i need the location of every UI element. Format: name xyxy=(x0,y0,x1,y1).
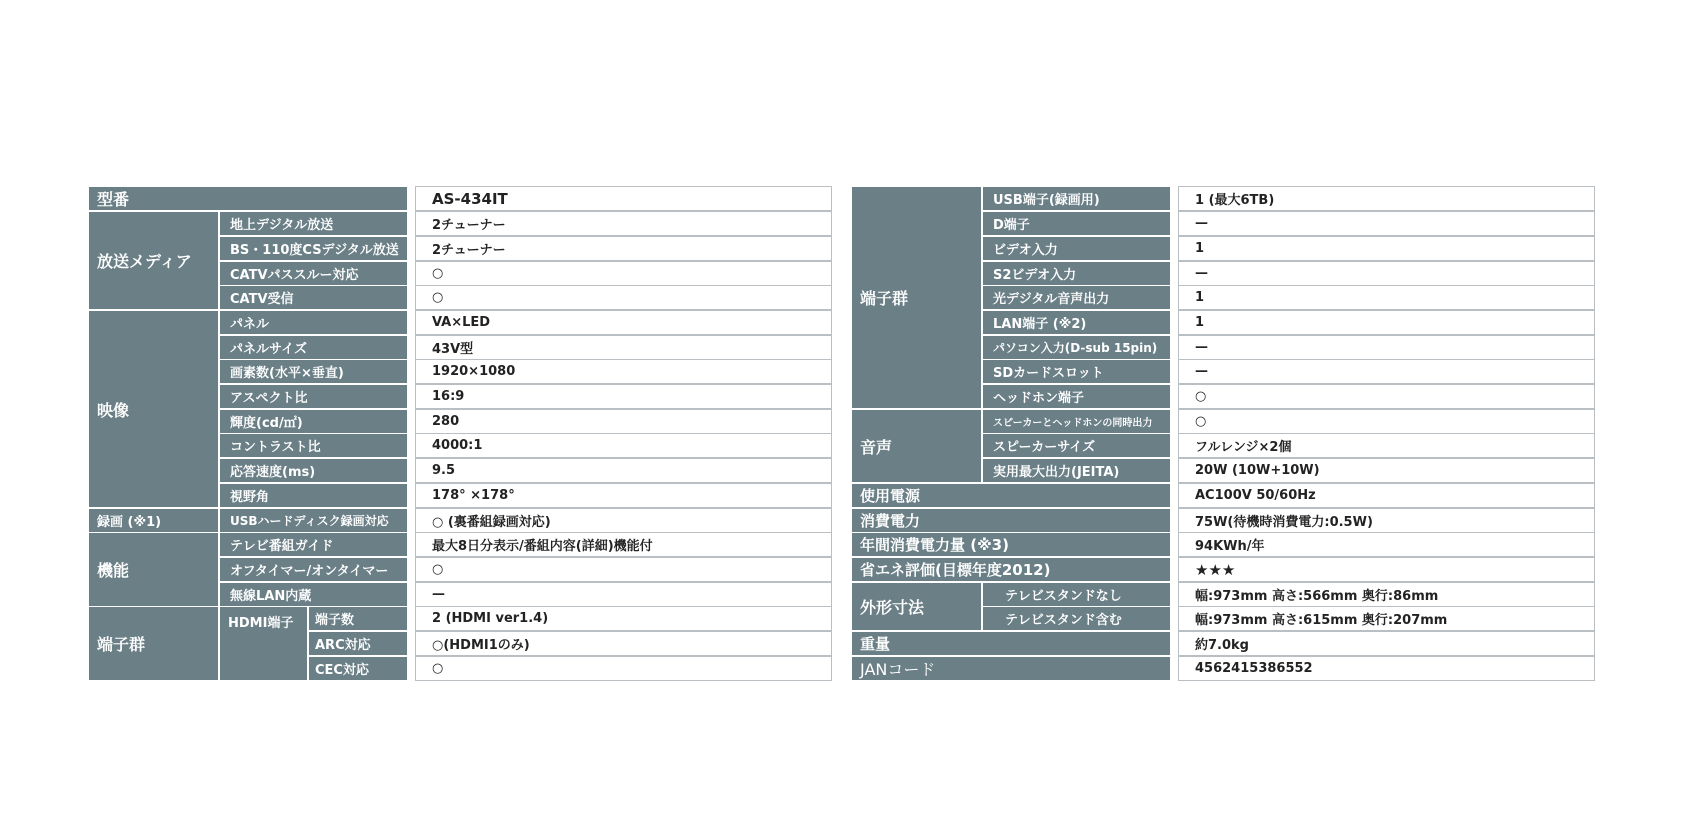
dimensions-row-value: 幅:973mm 高さ:615mm 奥行:207mm xyxy=(1178,606,1595,631)
terminal-row-label: 光デジタル音声出力 xyxy=(982,285,1171,310)
energy-rating-value: ★★★ xyxy=(1178,557,1595,582)
terminal-row-label: S2ビデオ入力 xyxy=(982,261,1171,286)
hdmi-row-label: CEC対応 xyxy=(308,656,408,681)
weight-label: 重量 xyxy=(851,631,1171,656)
terminal-row-value: 1 (最大6TB) xyxy=(1178,186,1595,211)
broadcast-row-label: 地上デジタル放送 xyxy=(219,211,408,236)
annual-power-label: 年間消費電力量 (※3) xyxy=(851,532,1171,557)
broadcast-row-value: ○ xyxy=(415,261,832,286)
broadcast-group-label: 放送メディア xyxy=(88,211,219,310)
terminal-row-label: D端子 xyxy=(982,211,1171,236)
terminal-row-value: — xyxy=(1178,261,1595,286)
video-row-value: 43V型 xyxy=(415,335,832,360)
broadcast-row-value: ○ xyxy=(415,285,832,310)
video-row-value: 16:9 xyxy=(415,384,832,409)
dimensions-row-label: テレビスタンド含む xyxy=(982,606,1171,631)
features-group-label: 機能 xyxy=(88,532,219,607)
broadcast-row-label: CATV受信 xyxy=(219,285,408,310)
video-group-label: 映像 xyxy=(88,310,219,508)
terminal-row-label: USB端子(録画用) xyxy=(982,186,1171,211)
terminal-row-value: — xyxy=(1178,211,1595,236)
annual-power-value: 94KWh/年 xyxy=(1178,532,1595,557)
recording-row-value: ○ (裏番組録画対応) xyxy=(415,508,832,533)
terminal-row-label: ヘッドホン端子 xyxy=(982,384,1171,409)
video-row-value: 178° ×178° xyxy=(415,483,832,508)
video-row-label: 応答速度(ms) xyxy=(219,458,408,483)
features-row-label: テレビ番組ガイド xyxy=(219,532,408,557)
video-row-label: 画素数(水平×垂直) xyxy=(219,359,408,384)
jan-code-label: JANコード xyxy=(851,656,1171,681)
video-row-value: 1920×1080 xyxy=(415,359,832,384)
jan-code-value: 4562415386552 xyxy=(1178,656,1595,681)
audio-row-value: 20W (10W+10W) xyxy=(1178,458,1595,483)
audio-row-label: スピーカーサイズ xyxy=(982,433,1171,458)
terminals-group-label: 端子群 xyxy=(851,186,982,409)
audio-row-label: 実用最大出力(JEITA) xyxy=(982,458,1171,483)
video-row-label: アスペクト比 xyxy=(219,384,408,409)
terminal-row-value: 1 xyxy=(1178,310,1595,335)
features-row-value: 最大8日分表示/番組内容(詳細)機能付 xyxy=(415,532,832,557)
model-value: AS-434IT xyxy=(415,186,832,211)
power-source-value: AC100V 50/60Hz xyxy=(1178,483,1595,508)
terminal-row-value: — xyxy=(1178,335,1595,360)
video-row-value: 280 xyxy=(415,409,832,434)
hdmi-row-label: 端子数 xyxy=(308,606,408,631)
video-row-label: 視野角 xyxy=(219,483,408,508)
video-row-value: VA×LED xyxy=(415,310,832,335)
terminal-row-value: 1 xyxy=(1178,285,1595,310)
features-row-value: ○ xyxy=(415,557,832,582)
video-row-label: コントラスト比 xyxy=(219,433,408,458)
recording-group-label: 録画 (※1) xyxy=(88,508,219,533)
features-row-value: — xyxy=(415,582,832,607)
video-row-value: 9.5 xyxy=(415,458,832,483)
broadcast-row-label: BS・110度CSデジタル放送 xyxy=(219,236,408,261)
terminal-row-value: 1 xyxy=(1178,236,1595,261)
audio-row-label: スピーカーとヘッドホンの同時出力 xyxy=(982,409,1171,434)
terminal-row-value: — xyxy=(1178,359,1595,384)
power-consumption-value: 75W(待機時消費電力:0.5W) xyxy=(1178,508,1595,533)
audio-group-label: 音声 xyxy=(851,409,982,483)
dimensions-row-label: テレビスタンドなし xyxy=(982,582,1171,607)
dimensions-group-label: 外形寸法 xyxy=(851,582,982,631)
hdmi-row-value: ○ xyxy=(415,656,832,681)
terminal-row-label: SDカードスロット xyxy=(982,359,1171,384)
video-row-label: 輝度(cd/㎡) xyxy=(219,409,408,434)
audio-row-value: ○ xyxy=(1178,409,1595,434)
video-row-label: パネルサイズ xyxy=(219,335,408,360)
terminal-row-label: ビデオ入力 xyxy=(982,236,1171,261)
features-row-label: 無線LAN内蔵 xyxy=(219,582,408,607)
terminal-row-label: LAN端子 (※2) xyxy=(982,310,1171,335)
broadcast-row-value: 2チューナー xyxy=(415,236,832,261)
model-label: 型番 xyxy=(88,186,408,211)
weight-value: 約7.0kg xyxy=(1178,631,1595,656)
hdmi-label: HDMI端子 xyxy=(219,606,308,681)
features-row-label: オフタイマー/オンタイマー xyxy=(219,557,408,582)
video-row-value: 4000:1 xyxy=(415,433,832,458)
hdmi-row-value: ○(HDMI1のみ) xyxy=(415,631,832,656)
broadcast-row-value: 2チューナー xyxy=(415,211,832,236)
hdmi-row-value: 2 (HDMI ver1.4) xyxy=(415,606,832,631)
broadcast-row-label: CATVパススルー対応 xyxy=(219,261,408,286)
terminal-row-label: パソコン入力(D-sub 15pin) xyxy=(982,335,1171,360)
power-consumption-label: 消費電力 xyxy=(851,508,1171,533)
dimensions-row-value: 幅:973mm 高さ:566mm 奥行:86mm xyxy=(1178,582,1595,607)
terminals-group-label: 端子群 xyxy=(88,606,219,681)
power-source-label: 使用電源 xyxy=(851,483,1171,508)
energy-rating-label: 省エネ評価(目標年度2012) xyxy=(851,557,1171,582)
audio-row-value: フルレンジ×2個 xyxy=(1178,433,1595,458)
terminal-row-value: ○ xyxy=(1178,384,1595,409)
video-row-label: パネル xyxy=(219,310,408,335)
hdmi-row-label: ARC対応 xyxy=(308,631,408,656)
recording-row-label: USBハードディスク録画対応 xyxy=(219,508,408,533)
